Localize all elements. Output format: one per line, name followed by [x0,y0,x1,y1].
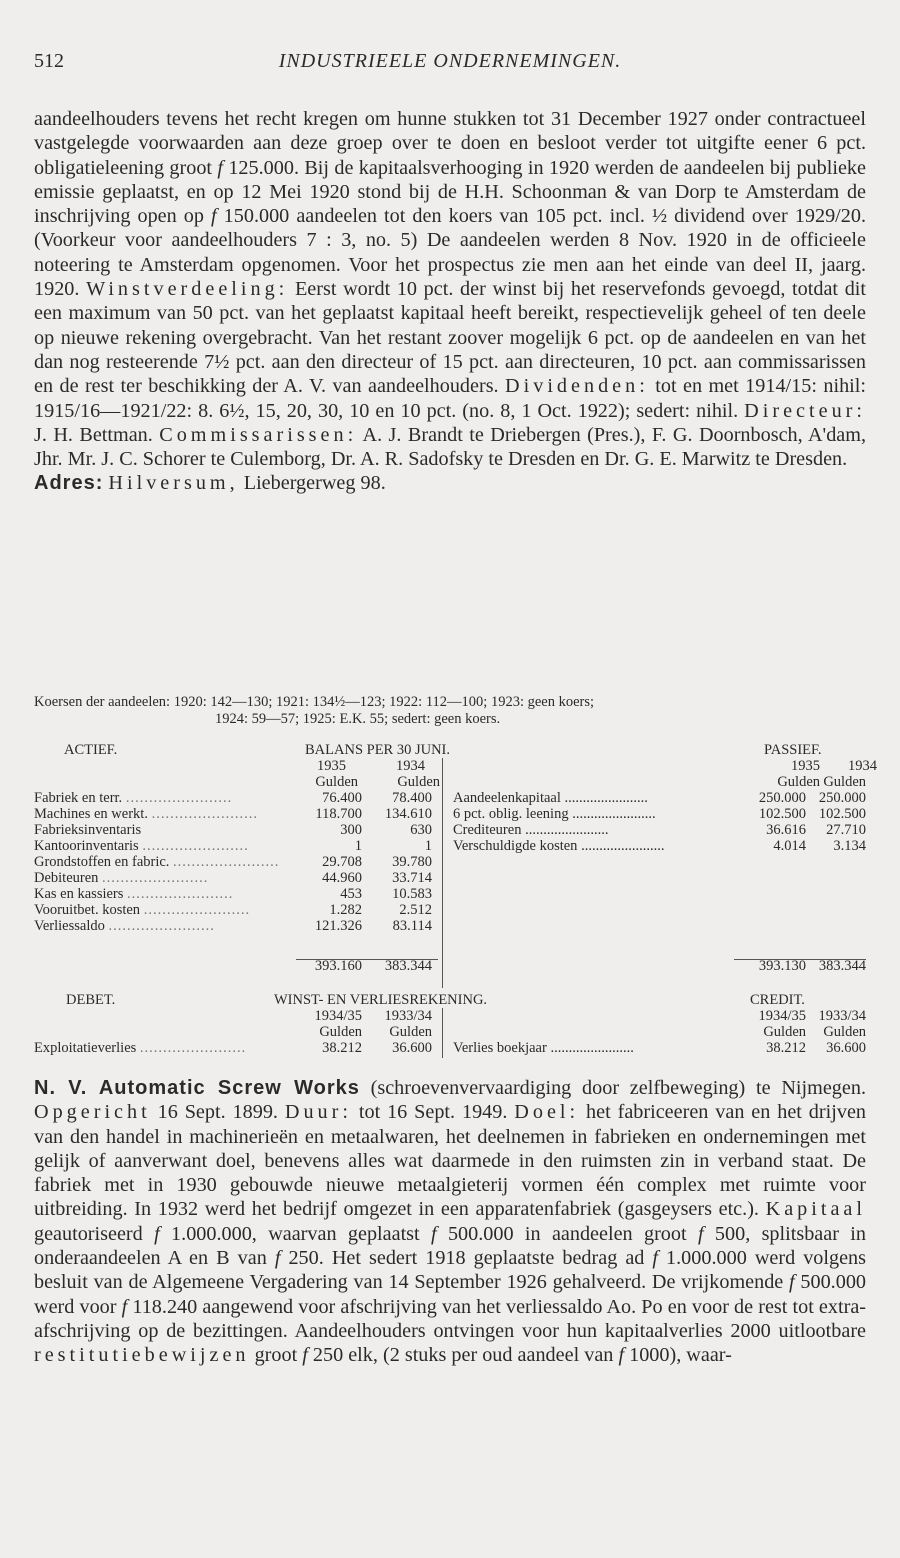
debet-title: DEBET. [66,992,116,1008]
year-header: 1935 [317,758,346,774]
passief-label: 6 pct. oblig. leening ....................... [453,806,656,822]
actief-title: ACTIEF. [64,742,118,758]
profit-loss-account [34,992,866,1056]
koersen-line: 1924: 59—57; 1925: E.K. 55; sedert: geen koers. [215,711,501,727]
debet-value-1: 38.212 [322,1040,362,1056]
dividenden-label: Dividenden: [505,375,649,398]
opgericht-label: Opgericht [34,1101,151,1124]
passief-value-1935: 102.500 [758,806,806,822]
unit-header: Gulden [823,1024,866,1040]
actief-value-1934: 134.610 [384,806,432,822]
passief-value-1934: 250.000 [818,790,866,806]
actief-value-1934: 33.714 [392,870,432,886]
text-run: tot 16 Sept. 1949. [351,1101,515,1124]
balance-sheet [34,742,877,974]
actief-value-1935: 453 [340,886,362,902]
actief-value-1934: 2.512 [399,902,432,918]
actief-value-1935: 1.282 [329,902,362,918]
table-row [34,918,866,934]
page-number: 512 [34,50,64,72]
text-run: 118.240 aangewend voor afschrijving van het verliessaldo Ao. Po en voor de rest tot extra-afschrijving op de bezittingen. Aandeelhouders ontvingen voor hun kapitaalverlies 2000 uitlootbare [34,1295,867,1342]
actief-value-1935: 29.708 [322,854,362,870]
adres-label: Adres: [34,472,104,495]
florin-sign: f [652,1247,659,1270]
text-run: 500.000 in aandeelen groot [436,1222,698,1245]
text-run: 1000), waar- [624,1344,732,1367]
unit-header: Gulden [777,774,820,790]
credit-value-2: 36.600 [826,1040,866,1056]
actief-label: Debiteuren ....................... [34,870,209,886]
florin-sign: f [274,1247,281,1270]
text-run: 500, splitsbaar in onderaandeelen A en B van [34,1222,866,1270]
running-title: INDUSTRIEELE ONDERNEMINGEN. [278,50,622,72]
text-run: 1.000.000 werd volgens besluit van de Algemeene Vergadering van 14 September 1926 gehalveerd. De vrijkomende [34,1247,867,1294]
table-row [34,854,866,870]
directeur-label: Directeur: [744,399,866,422]
total-passief-1934: 383.344 [818,958,866,974]
text-run: groot [249,1344,303,1367]
text-run: 150.000 aandeelen tot den koers van 105 pct. incl. ½ dividend over 1929/20. (Voorkeur voor aandeelhouders 7 : 3, no. 5) De aandeelen werden 8 Nov. 1920 in de officieele noteering te Amsterdam opgenomen. Voor het prospectus zie men aan het einde van deel II, jaarg. 1920. [34,205,867,301]
text-run: 250. Het sedert 1918 geplaatste bedrag ad [280,1247,653,1270]
text-run: 125.000. Bij de kapitaalsverhooging in 1920 werden de aandeelen bij publieke emissie geplaatst, en op 12 Mei 1920 stond bij de H.H. Schoonman & van Dorp te Amsterdam de inschrijving open op [34,156,866,228]
passief-label: Verschuldigde kosten ....................... [453,838,665,854]
passief-value-1934: 102.500 [818,806,866,822]
text-run: J. H. Bettman. [34,423,160,446]
text-run: 16 Sept. 1899. [150,1101,285,1124]
balans-title: BALANS PER 30 JUNI. [305,742,451,758]
restitutiebewijzen-label: restitutiebewijzen [34,1344,250,1367]
winstverdeeling-label: Winstverdeeling: [86,278,289,301]
passief-label: Aandeelenkapitaal ....................... [453,790,648,806]
unit-header: Gulden [319,1024,362,1040]
total-passief-1935: 393.130 [758,958,806,974]
passief-value-1935: 4.014 [773,838,806,854]
total-row [34,958,866,974]
table-row [34,822,866,838]
table-row [34,902,866,918]
actief-label: Grondstoffen en fabric. ....................... [34,854,280,870]
florin-sign: f [789,1271,795,1294]
duur-label: Duur: [284,1101,352,1124]
year-header: 1934 [848,758,877,774]
koersen-line: Koersen der aandeelen: 1920: 142—130; 1921: 134½—123; 1922: 112—100; 1923: geen koers; [34,694,595,710]
actief-value-1935: 44.960 [322,870,362,886]
actief-value-1934: 1 [424,838,432,854]
text-run: geautoriseerd [34,1222,155,1245]
table-row [34,838,866,854]
florin-sign: f [217,156,223,179]
company-name: N. V. Automatic Screw Works [34,1077,360,1099]
passief-value-1934: 3.134 [833,838,866,854]
passief-label: Crediteuren ....................... [453,822,609,838]
koersen-note [34,694,866,728]
credit-label: Verlies boekjaar ....................... [453,1040,634,1056]
florin-sign: f [154,1222,160,1245]
column-divider [442,758,443,988]
total-actief-1935: 393.160 [314,958,362,974]
commissarissen-label: Commissarissen: [159,423,358,446]
actief-label: Machines en werkt. ....................... [34,806,258,822]
actief-label: Vooruitbet. kosten ....................... [34,902,251,918]
actief-label: Fabriek en terr. ....................... [34,790,233,806]
actief-value-1934: 78.400 [392,790,432,806]
text-run: het fabriceeren van en het drijven van den handel in machinerieën en metaalwaren, het deelnemen in fabrieken en ondernemingen met gelijk of aanverwant doel, benevens alles wat daarmede in den ruimsten zin in verband staat. De fabriek met in 1930 gebouwde nieuwe metaalgieterij vormen één complex met ruimte voor uitbreiding. In 1932 werd het bedrijf omgezet in een apparatenfabriek (gasgeysers etc.). [34,1101,866,1221]
running-head [34,50,866,80]
actief-value-1935: 1 [354,838,362,854]
table-row [34,1040,866,1056]
table-row [34,870,866,886]
florin-sign: f [618,1344,625,1367]
actief-label: Verliessaldo ....................... [34,918,215,934]
year-header: 1934/35 [758,1008,806,1024]
year-header: 1933/34 [384,1008,432,1024]
year-header: 1934/35 [314,1008,362,1024]
text-run: aandeelhouders tevens het recht kregen om hunne stukken tot 31 December 1927 onder contractueel vastgelegde voorwaarden aan deze groep over te doen en besloot verder tot uitgifte eener 6 pct. obligatieleening groot [34,108,866,179]
doel-label: Doel: [514,1101,580,1124]
florin-sign: f [697,1222,704,1245]
actief-value-1934: 39.780 [392,854,432,870]
debet-value-2: 36.600 [392,1040,432,1056]
unit-header: Gulden [823,774,866,790]
actief-value-1935: 300 [340,822,362,838]
passief-value-1935: 250.000 [758,790,806,806]
adres-city: Hilversum, [108,472,239,495]
actief-value-1935: 121.326 [314,918,362,934]
paragraph-automatic-screw-works [34,1076,866,1368]
text-run: tot en met 1914/15: nihil: 1915/16—1921/22: 8. 6½, 15, 20, 30, 10 en 10 pct. (no. 8, 1 Oct. 1922); sedert: nihil. [34,375,867,422]
florin-sign: f [302,1344,308,1367]
text-run: 500.000 werd voor [34,1271,867,1318]
year-header: 1933/34 [818,1008,866,1024]
actief-value-1934: 10.583 [392,886,432,902]
actief-value-1935: 76.400 [322,790,362,806]
actief-value-1934: 83.114 [392,918,432,934]
table-row [34,886,866,902]
year-header: 1934 [396,758,425,774]
adres-street: Liebergerweg 98. [238,472,386,495]
total-actief-1934: 383.344 [384,958,432,974]
unit-header: Gulden [397,774,440,790]
debet-label: Exploitatieverlies ....................... [34,1040,247,1056]
florin-sign: f [431,1222,437,1245]
unit-header: Gulden [315,774,358,790]
actief-label: Kas en kassiers ....................... [34,886,234,902]
unit-header: Gulden [763,1024,806,1040]
table-row [34,806,866,822]
passief-value-1935: 36.616 [766,822,806,838]
actief-label: Kantoorinventaris ....................... [34,838,249,854]
passief-title: PASSIEF. [764,742,822,758]
text-run: Eerst wordt 10 pct. der winst bij het reservefonds gevoegd, totdat dit een maximum van 50 pct. van het geplaatst kapitaal heeft bereikt, respectievelijk geheel of ten deele op nieuwe rekening overgebracht. Van het restant zoover mogelijk 6 pct. op de aandeelen en van het dan nog resteerende 7½ pct. aan den directeur of 15 pct. aan directeuren, 10 pct. aan commissarissen en de rest ter beschikking der A. V. van aandeelhouders. [34,278,866,398]
credit-value-1: 38.212 [766,1040,806,1056]
actief-value-1934: 630 [410,822,432,838]
column-divider [442,1008,443,1058]
paragraph-company-continued [34,107,866,496]
florin-sign: f [211,205,217,228]
unit-header: Gulden [389,1024,432,1040]
credit-title: CREDIT. [750,992,805,1008]
text-run: A. J. Brandt te Driebergen (Pres.), F. G. Doornbosch, A'dam, Jhr. Mr. J. C. Schorer te Culemborg, Dr. A. R. Sadofsky te Dresden en Dr. G. E. Marwitz te Dresden. [34,423,866,471]
kapitaal-label: Kapitaal [765,1198,866,1221]
actief-value-1935: 118.700 [315,806,362,822]
text-run: 1.000.000, waarvan geplaatst [159,1222,431,1245]
actief-label: Fabrieksinventaris [34,822,142,838]
table-row [34,790,866,806]
wv-title: WINST- EN VERLIESREKENING. [274,992,488,1008]
text-run: (schroevenvervaardiging door zelfbeweging) te Nijmegen. [359,1077,866,1099]
florin-sign: f [121,1295,128,1318]
passief-value-1934: 27.710 [826,822,866,838]
year-header: 1935 [791,758,820,774]
text-run: 250 elk, (2 stuks per oud aandeel van [307,1344,619,1367]
